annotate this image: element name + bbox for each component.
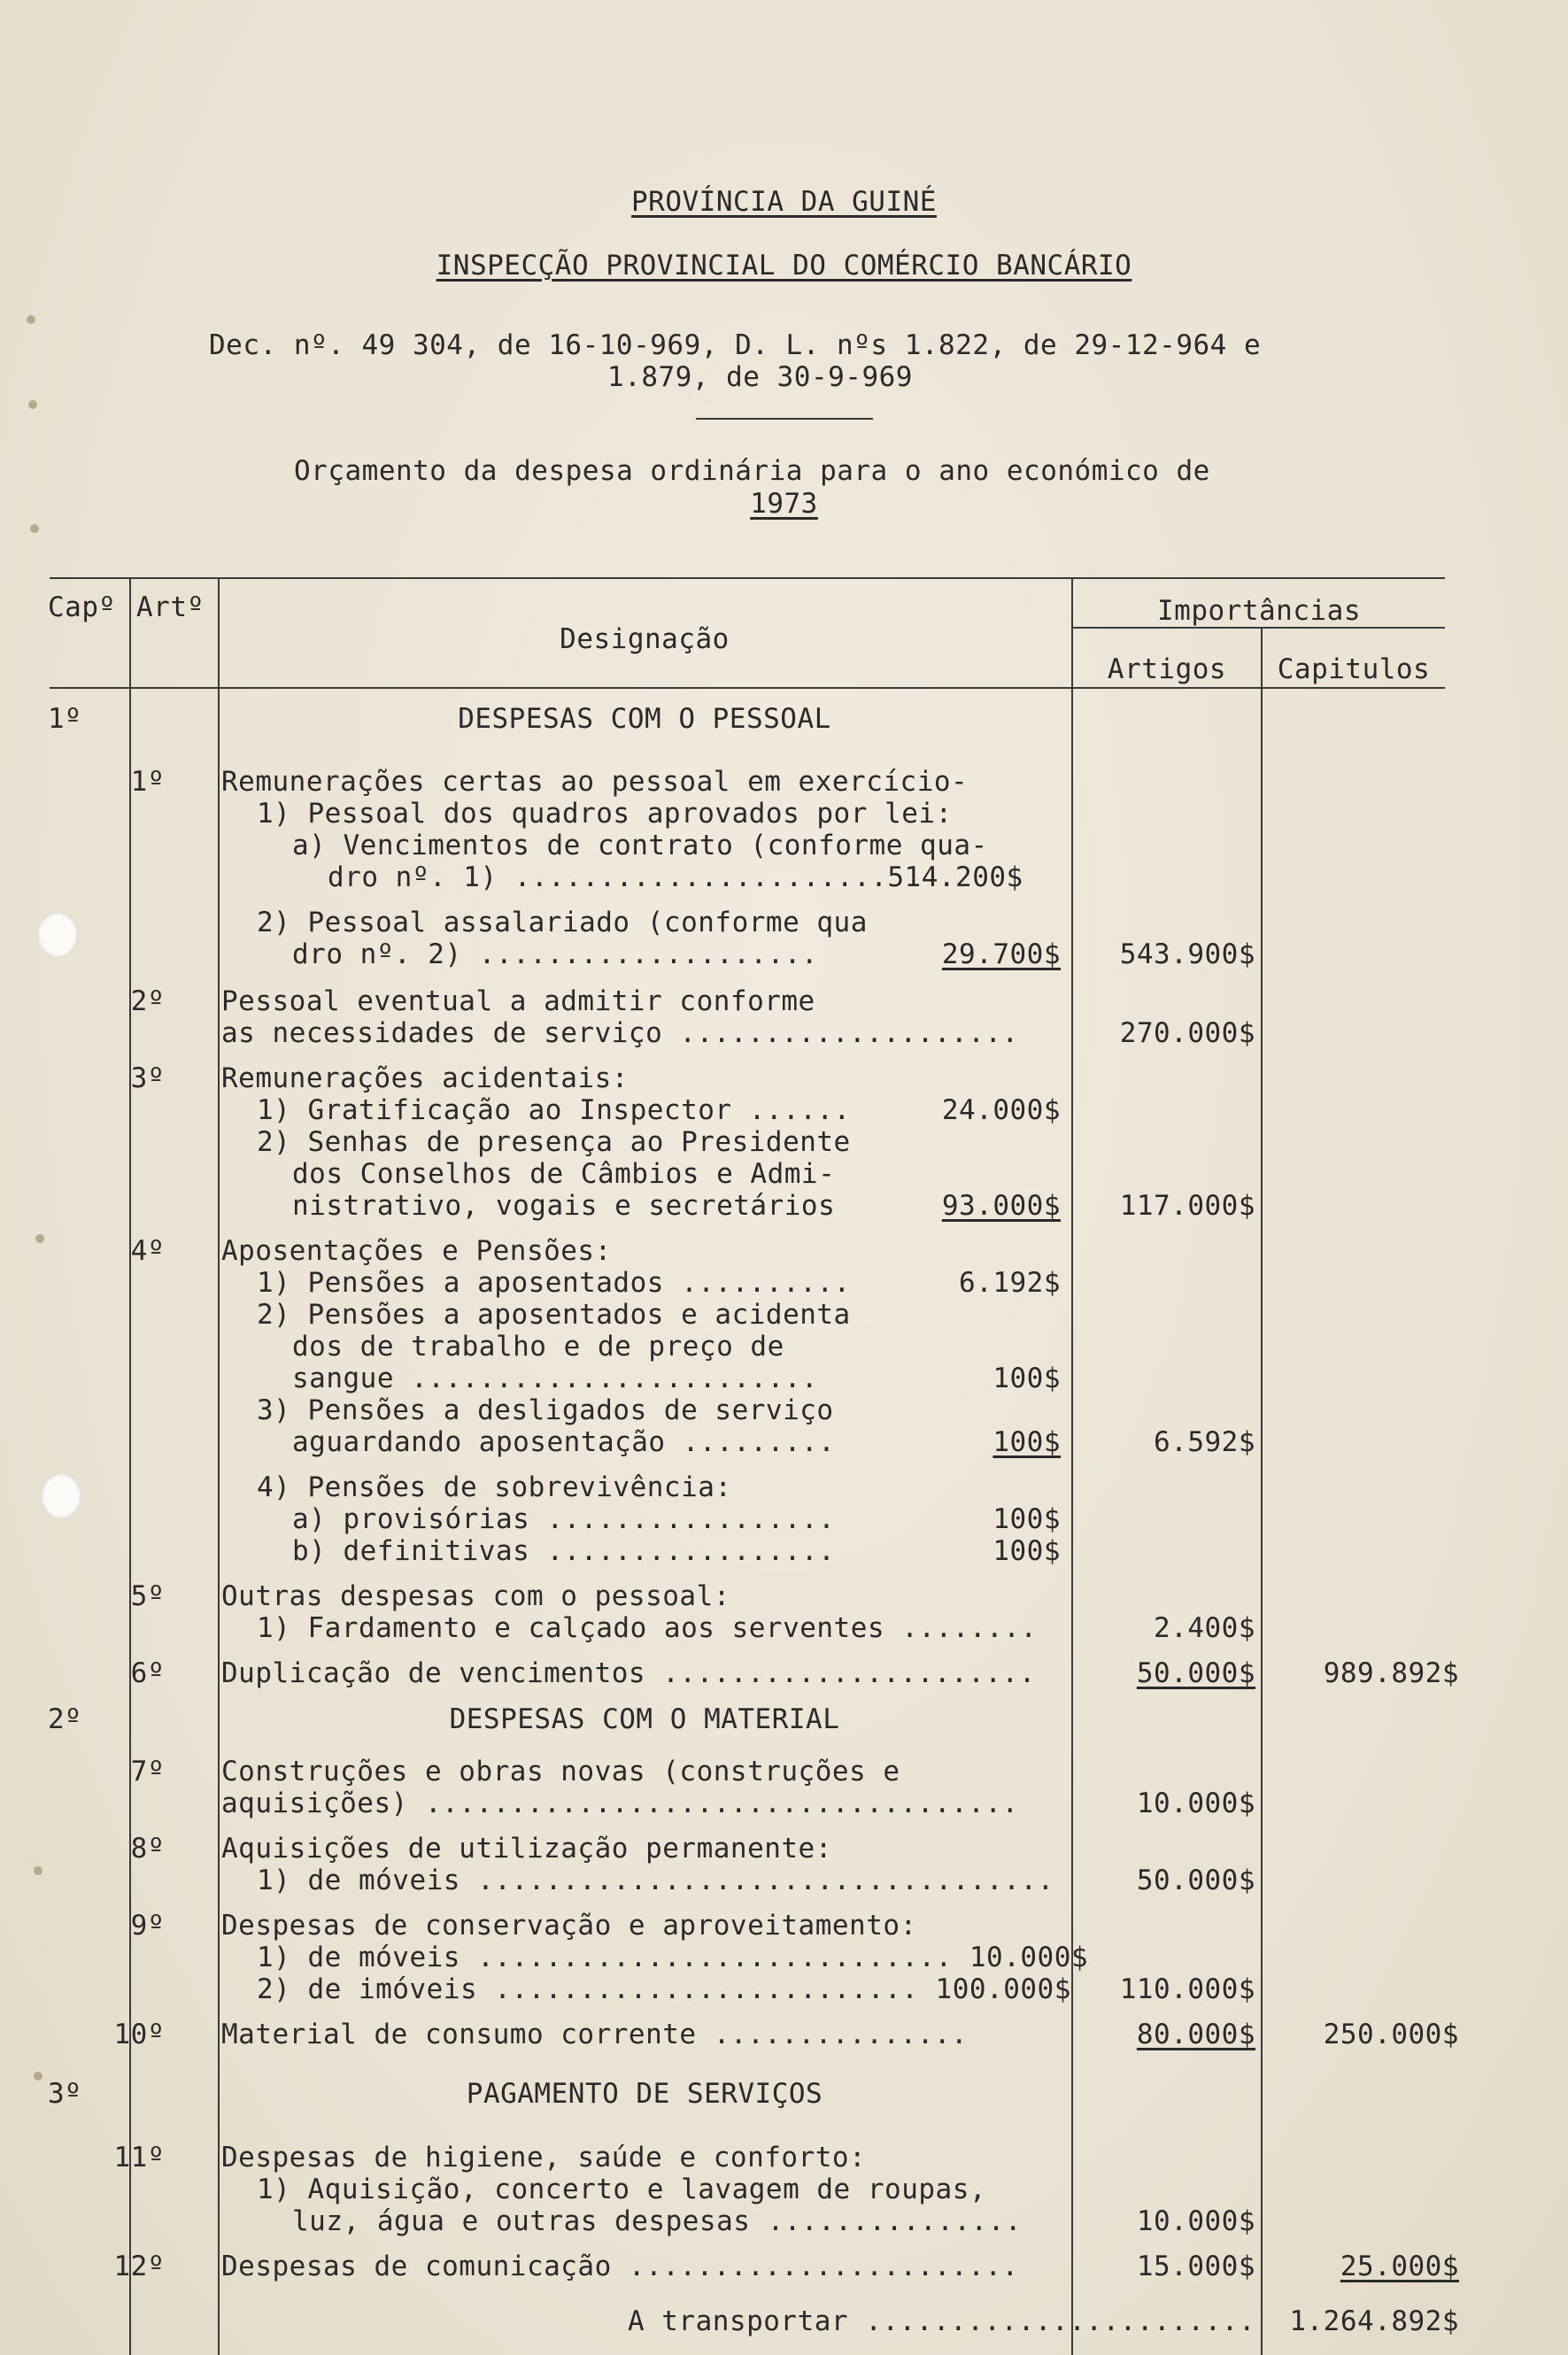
article-number: 10º — [113, 2019, 165, 2050]
line-text: sangue ........................ — [292, 1363, 819, 1394]
binder-hole-top — [37, 912, 78, 958]
line-text: 1) de móveis ............................ 10.000$ — [257, 1942, 1089, 1973]
line-text: a) provisórias ................. — [292, 1503, 836, 1535]
line-text: 1) Aquisição, concerto e lavagem de roupas, — [257, 2174, 987, 2205]
col-rule-articles — [1261, 627, 1263, 2355]
chapter-amount: 1.264.892$ — [1289, 2305, 1459, 2337]
line-text: 1) Pessoal dos quadros aprovados por lei: — [257, 798, 953, 830]
chapter-heading: DESPESAS COM O PESSOAL — [458, 703, 831, 735]
line-text: 2) Senhas de presença ao Presidente — [257, 1126, 851, 1158]
subtotal-amount: 100$ — [993, 1503, 1061, 1535]
line-text: 2) de imóveis ......................... 100.000$ — [257, 1973, 1071, 2005]
article-amount: 15.000$ — [1136, 2251, 1255, 2282]
line-text: 1) Fardamento e calçado aos serventes ........ — [257, 1612, 1038, 1644]
line-text: Pessoal eventual a admitir conforme — [221, 985, 815, 1017]
article-number: 5º — [130, 1580, 165, 1612]
chapter-heading: DESPESAS COM O MATERIAL — [449, 1703, 840, 1735]
col-article-header: Artº — [136, 591, 205, 623]
line-text: Aquisições de utilização permanente: — [221, 1833, 832, 1865]
budget-year: 1973 — [750, 488, 818, 520]
line-text: Despesas de conservação e aproveitamento: — [221, 1910, 917, 1942]
line-text: nistrativo, vogais e secretários — [292, 1190, 836, 1222]
chapter-amount: 250.000$ — [1323, 2019, 1459, 2050]
article-number: 2º — [130, 985, 165, 1017]
chapter-amount: 25.000$ — [1340, 2251, 1459, 2282]
article-amount: 543.900$ — [1119, 938, 1255, 970]
line-text: Remunerações certas ao pessoal em exercício- — [221, 766, 969, 798]
header-separator — [696, 418, 873, 420]
article-number: 6º — [130, 1657, 165, 1689]
transport-label: A transportar ....................... — [627, 2305, 1255, 2337]
line-text: 4) Pensões de sobrevivência: — [257, 1471, 732, 1503]
paper-speck — [28, 400, 37, 409]
article-number: 12º — [113, 2251, 165, 2282]
line-text: Construções e obras novas (construções e — [221, 1756, 900, 1787]
paper-speck — [27, 315, 35, 324]
line-text: Despesas de higiene, saúde e conforto: — [221, 2142, 867, 2174]
decree-line-2: 1.879, de 30-9-969 — [607, 361, 913, 393]
line-text: as necessidades de serviço .................... — [221, 1017, 1019, 1049]
line-text: a) Vencimentos de contrato (conforme qua- — [292, 830, 988, 861]
paper-speck — [34, 2072, 42, 2081]
article-number: 9º — [130, 1910, 165, 1942]
line-text: 2) Pessoal assalariado (conforme qua — [257, 907, 868, 938]
line-text: 3) Pensões a desligados de serviço — [257, 1394, 834, 1426]
col-designation-header: Designação — [560, 623, 730, 655]
line-text: dos de trabalho e de preço de — [292, 1331, 784, 1363]
line-text: Despesas de comunicação ....................... — [221, 2251, 1019, 2282]
chapter-number: 3º — [48, 2078, 82, 2110]
budget-title: Orçamento da despesa ordinária para o ano económico de — [294, 455, 1210, 487]
col-rule-designation — [1071, 577, 1073, 2355]
province-title: PROVÍNCIA DA GUINÉ — [631, 186, 937, 218]
line-text: Remunerações acidentais: — [221, 1062, 629, 1094]
article-number: 4º — [130, 1235, 165, 1267]
line-text: b) definitivas ................. — [292, 1535, 836, 1567]
subtotal-amount: 100$ — [993, 1426, 1061, 1458]
line-text: Duplicação de vencimentos ...................... — [221, 1657, 1036, 1689]
col-chapters-header: Capitulos — [1277, 653, 1431, 685]
subtotal-amount: 100$ — [993, 1535, 1061, 1567]
table-header-rule — [50, 687, 1445, 689]
line-text: Aposentações e Pensões: — [221, 1235, 612, 1267]
article-amount: 110.000$ — [1119, 1973, 1255, 2005]
subtotal-amount: 24.000$ — [941, 1094, 1061, 1126]
paper-speck — [34, 1866, 42, 1875]
col-chapter-header: Capº — [48, 591, 116, 623]
paper-speck — [30, 524, 39, 533]
article-amount: 50.000$ — [1136, 1657, 1255, 1689]
line-text: Outras despesas com o pessoal: — [221, 1580, 730, 1612]
chapter-number: 1º — [48, 703, 82, 735]
article-amount: 117.000$ — [1119, 1190, 1255, 1222]
article-number: 3º — [130, 1062, 165, 1094]
line-text: 1) de móveis .................................. — [257, 1865, 1054, 1896]
subtotal-amount: 100$ — [993, 1363, 1061, 1394]
chapter-heading: PAGAMENTO DE SERVIÇOS — [466, 2078, 823, 2110]
article-number: 8º — [130, 1833, 165, 1865]
line-text: dos Conselhos de Câmbios e Admi- — [292, 1158, 836, 1190]
paper-speck — [35, 1234, 44, 1243]
amounts-rule — [1073, 627, 1445, 629]
line-text: 2) Pensões a aposentados e acidenta — [257, 1299, 851, 1331]
line-text: 1) Pensões a aposentados .......... — [257, 1267, 851, 1299]
col-amounts-header: Importâncias — [1157, 595, 1361, 627]
line-text: aquisições) ................................... — [221, 1787, 1019, 1819]
line-text: 1) Gratificação ao Inspector ...... — [257, 1094, 851, 1126]
article-amount: 10.000$ — [1136, 2205, 1255, 2237]
office-title: INSPECÇÃO PROVINCIAL DO COMÉRCIO BANCÁRIO — [436, 250, 1132, 282]
article-number: 1º — [130, 766, 165, 798]
line-text: dro nº. 2) .................... — [292, 938, 819, 970]
line-text: dro nº. 1) ......................514.200$ — [328, 861, 1023, 893]
chapter-number: 2º — [48, 1703, 82, 1735]
chapter-amount: 989.892$ — [1323, 1657, 1459, 1689]
article-amount: 270.000$ — [1119, 1017, 1255, 1049]
article-amount: 2.400$ — [1154, 1612, 1255, 1644]
subtotal-amount: 93.000$ — [941, 1190, 1061, 1222]
col-rule-chapter — [129, 577, 131, 2355]
line-text: Material de consumo corrente ............... — [221, 2019, 969, 2050]
col-articles-header: Artigos — [1107, 653, 1227, 685]
table-top-rule — [50, 577, 1445, 579]
line-text: luz, água e outras despesas ............... — [292, 2205, 1023, 2237]
article-number: 11º — [113, 2142, 165, 2174]
article-amount: 50.000$ — [1136, 1865, 1255, 1896]
article-number: 7º — [130, 1756, 165, 1787]
decree-line-1: Dec. nº. 49 304, de 16-10-969, D. L. nºs 1.822, de 29-12-964 e — [209, 329, 1262, 361]
subtotal-amount: 29.700$ — [941, 938, 1061, 970]
subtotal-amount: 6.192$ — [959, 1267, 1061, 1299]
article-amount: 80.000$ — [1136, 2019, 1255, 2050]
binder-hole-bottom — [41, 1473, 81, 1519]
line-text: aguardando aposentação ......... — [292, 1426, 836, 1458]
article-amount: 6.592$ — [1154, 1426, 1255, 1458]
article-amount: 10.000$ — [1136, 1787, 1255, 1819]
